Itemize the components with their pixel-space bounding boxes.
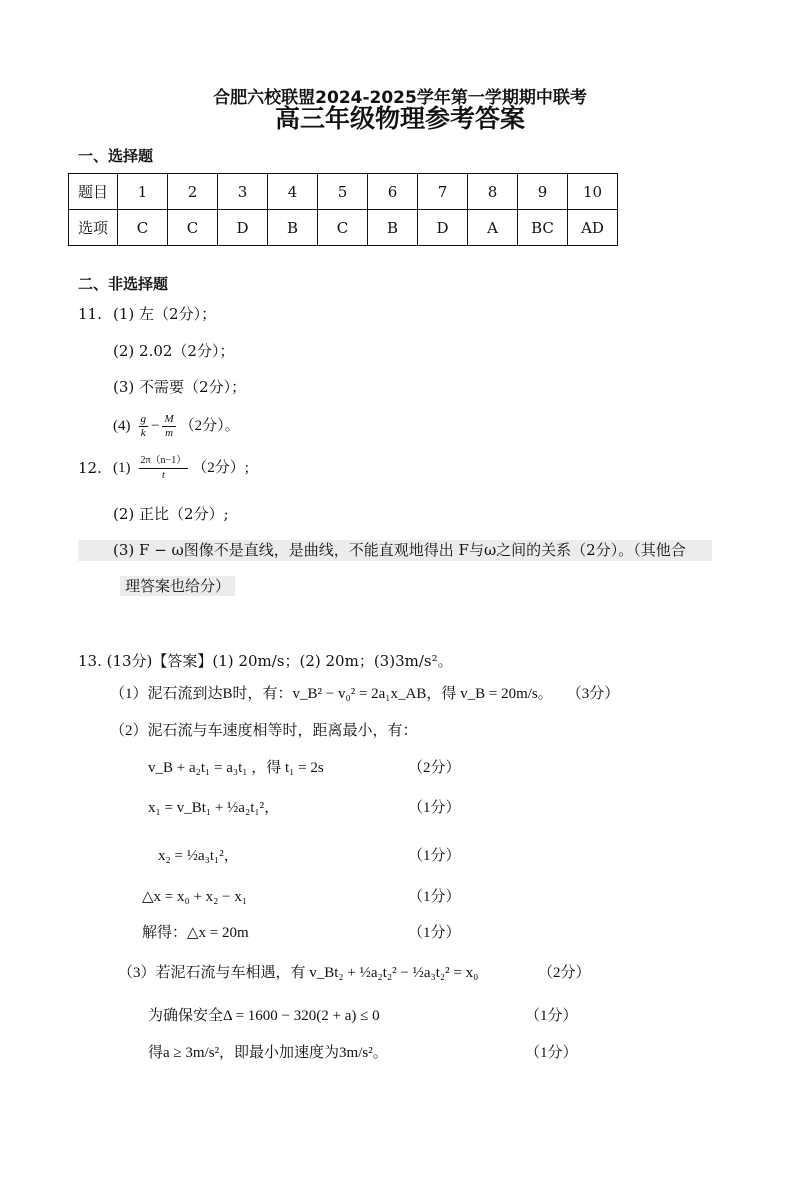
q13-step: （1）泥石流到达B时，有：v_B² − v₀² = 2a₁x_AB，得 v_B = 20m/s。: [110, 686, 553, 702]
question-number: 4: [268, 174, 318, 210]
numerator: 2π（n−1）: [139, 454, 189, 469]
points-label: （2分）: [538, 965, 591, 981]
answer-choice: BC: [518, 210, 568, 246]
q13-step-row: [142, 887, 461, 907]
exam-title: 合肥六校联盟2024-2025学年第一学期期中联考: [213, 88, 587, 108]
q11-number: 11.: [78, 305, 102, 323]
points-label: （1分）: [525, 1045, 578, 1061]
answer-choice: D: [418, 210, 468, 246]
fraction-M-m: [162, 413, 175, 440]
q13-answer-summary: 13. (13分)【答案】(1) 20m/s；(2) 20m；(3)3m/s²。: [78, 652, 453, 670]
answer-choice: AD: [568, 210, 618, 246]
answer-choice: B: [268, 210, 318, 246]
question-number: 10: [568, 174, 618, 210]
item-text: 正比（2分）;: [139, 505, 229, 523]
item-text: 2.02（2分）；: [139, 342, 235, 360]
item-label: (2): [113, 342, 135, 360]
q13-step: x₂ = ½a₃t₁²，: [158, 848, 239, 864]
points-label: （1分）: [408, 848, 461, 864]
q12-item-3: [78, 540, 712, 561]
item-label: (2): [113, 505, 135, 523]
q13-step-row: [158, 846, 461, 866]
denominator: m: [165, 426, 174, 439]
fraction-2pi: [139, 454, 189, 483]
page-title: 高三年级物理参考答案: [274, 104, 525, 133]
denominator: k: [140, 426, 146, 439]
item-label: (1): [113, 460, 131, 476]
answer-choice: A: [468, 210, 518, 246]
question-number: 9: [518, 174, 568, 210]
question-number: 1: [118, 174, 168, 210]
q13-step: △x = x₀ + x₂ − x₁: [142, 889, 248, 905]
table-row: [69, 210, 618, 246]
q11-item-4: [113, 409, 240, 443]
answer-choice: D: [218, 210, 268, 246]
q13-step-row: [110, 684, 619, 704]
item-label: (4): [113, 418, 131, 434]
q13-step: （2）泥石流与车速度相等时，距离最小，有：: [110, 723, 418, 739]
item-text: 不需要（2分）；: [139, 378, 247, 396]
points-label: （1分）: [525, 1008, 578, 1024]
q13-step-row: [148, 1043, 578, 1063]
fraction-g-k: [139, 413, 149, 440]
numerator: M: [164, 412, 174, 425]
numerator: g: [140, 412, 146, 425]
answer-choice: C: [168, 210, 218, 246]
q13-step-row: [148, 758, 461, 778]
q13-step-row: [118, 963, 591, 983]
q13-step: 解得：△x = 20m: [142, 925, 249, 941]
answer-choice: C: [318, 210, 368, 246]
points-label: （1分）: [408, 800, 461, 816]
q13-step-row: [110, 721, 418, 741]
q13-step-row: [142, 923, 461, 943]
table-row: [69, 174, 618, 210]
item-label: (1): [113, 305, 135, 323]
question-number: 6: [368, 174, 418, 210]
q11-item-2: [113, 341, 234, 361]
question-number: 5: [318, 174, 368, 210]
minus-sign: −: [151, 418, 160, 434]
q12-item-2: [113, 504, 229, 524]
q13-step: （3）若泥石流与车相遇，有 v_Bt₂ + ½a₂t₂² − ½a₃t₂² = x₀: [118, 965, 479, 981]
item-label: (3): [113, 378, 135, 396]
q13-step-row: [148, 1006, 578, 1026]
question-number: 8: [468, 174, 518, 210]
points-label: （2分）: [408, 760, 461, 776]
item-text: （2分）。: [179, 418, 240, 434]
q12-item-1: [113, 451, 249, 485]
q11-item-1: [113, 304, 216, 324]
item-text: 左（2分）；: [139, 305, 217, 323]
item-text-continued: 理答案也给分）: [120, 576, 235, 596]
q12-number: 12.: [78, 459, 102, 477]
row-label: 题目: [69, 174, 118, 210]
item-label: (3): [113, 541, 135, 559]
answer-choice: C: [118, 210, 168, 246]
answer-choice: B: [368, 210, 418, 246]
points-label: （1分）: [408, 925, 461, 941]
answer-table: [68, 173, 618, 246]
points-label: （3分）: [566, 686, 620, 702]
question-number: 7: [418, 174, 468, 210]
q11-item-3: [113, 377, 246, 397]
q13-step: v_B + a₂t₁ = a₃t₁ ，得 t₁ = 2s: [148, 760, 324, 776]
question-number: 3: [218, 174, 268, 210]
q13-step: 为确保安全Δ = 1600 − 320(2 + a) ≤ 0: [148, 1008, 380, 1024]
section-2-title: 二、非选择题: [78, 275, 169, 293]
row-label: 选项: [69, 210, 118, 246]
item-text: F − ω图像不是直线，是曲线，不能直观地得出 F与ω之间的关系（2分）。（其他合: [139, 541, 686, 559]
denominator: t: [161, 469, 165, 481]
section-1-title: 一、选择题: [78, 147, 154, 165]
question-number: 2: [168, 174, 218, 210]
q13-step-row: [148, 798, 461, 818]
item-text: （2分）;: [192, 460, 249, 476]
points-label: （1分）: [408, 889, 461, 905]
q13-step: 得a ≥ 3m/s²，即最小加速度为3m/s²。: [148, 1045, 388, 1061]
q13-step: x₁ = v_Bt₁ + ½a₂t₁²，: [148, 800, 280, 816]
